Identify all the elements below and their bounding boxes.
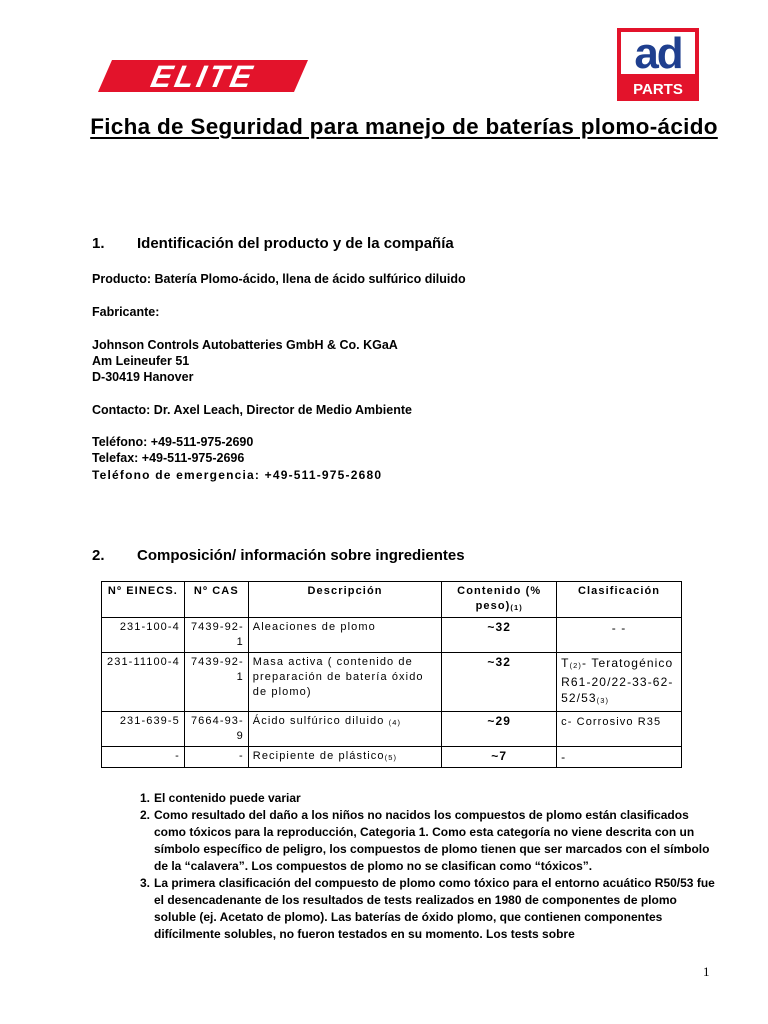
table-row xyxy=(102,653,682,712)
cell-cas: 7439-92-1 xyxy=(184,653,248,712)
cell-descripcion xyxy=(248,712,442,747)
cell-einecs: - xyxy=(102,747,185,768)
header-clasificacion: Clasificación xyxy=(557,582,682,618)
header-cas: Nº CAS xyxy=(184,582,248,618)
elite-logo-text: ELITE xyxy=(147,59,259,94)
cell-contenido: ~29 xyxy=(442,712,557,747)
cls-extra: - Teratogénico R61-20/22-33-62-52/53 xyxy=(561,656,674,705)
telefax-line: Telefax: +49-511-975-2696 xyxy=(92,451,245,465)
cell-descripcion-text: Ácido sulfúrico diluido xyxy=(252,715,385,727)
cell-descripcion-text: Aleaciones de plomo xyxy=(252,621,376,633)
list-item xyxy=(136,790,716,807)
document-title xyxy=(90,111,718,142)
composition-table xyxy=(101,581,682,768)
desc-note-5: (5) xyxy=(384,753,398,762)
producto-line: Producto: Batería Plomo-ácido, llena de ácido sulfúrico diluido xyxy=(92,272,466,286)
header-contenido-note: (1) xyxy=(510,603,523,612)
table-row xyxy=(102,712,682,747)
cell-clasificacion: - xyxy=(557,747,682,768)
note-number: 1. xyxy=(140,791,151,805)
note-text: La primera clasificación del compuesto de plomo como tóxico para el entorno acuático R50/53 fue el desencadenante de los resultados de tests realizados en 1980 de componentes de plomo soluble (ej. Acetato de plomo). Las baterías de óxido plomo, que contienen componentes difícilmente solubles, no fueron testados en su momento. Los tests sobre xyxy=(154,876,715,941)
header-einecs: Nº EINECS. xyxy=(102,582,185,618)
footnotes-list xyxy=(136,790,716,943)
ad-parts-logo xyxy=(617,28,699,101)
cell-descripcion-text: Recipiente de plástico xyxy=(252,750,385,762)
section-2-heading xyxy=(92,547,465,564)
elite-logo xyxy=(98,58,308,94)
section-2-title: Composición/ información sobre ingredientes xyxy=(137,547,465,564)
company-street: Am Leineufer 51 xyxy=(92,354,190,368)
cls-note-2: (2) xyxy=(569,661,583,670)
note-number: 2. xyxy=(140,808,151,822)
company-city: D-30419 Hanover xyxy=(92,370,194,384)
note-text: El contenido puede variar xyxy=(154,791,301,805)
ad-logo-text: ad xyxy=(634,29,682,78)
cls-symbol: T xyxy=(561,656,570,670)
cell-einecs: 231-11100-4 xyxy=(102,653,185,712)
table-row xyxy=(102,618,682,653)
cell-contenido: ~7 xyxy=(442,747,557,768)
cell-descripcion xyxy=(248,618,442,653)
cls-note-3: (3) xyxy=(596,696,610,705)
header-descripcion: Descripción xyxy=(248,582,442,618)
cell-descripcion xyxy=(248,747,442,768)
section-1-number: 1. xyxy=(92,235,105,252)
cell-einecs: 231-100-4 xyxy=(102,618,185,653)
emergency-phone-line: Teléfono de emergencia: +49-511-975-2680 xyxy=(92,468,383,482)
table-row xyxy=(102,747,682,768)
fabricante-label: Fabricante: xyxy=(92,305,160,319)
cell-cas: 7664-93-9 xyxy=(184,712,248,747)
list-item xyxy=(136,875,716,943)
document-title-text: Ficha de Seguridad para manejo de baterías plomo-ácido xyxy=(90,114,718,139)
header-contenido xyxy=(442,582,557,618)
cell-clasificacion: - - xyxy=(557,618,682,653)
section-1-title: Identificación del producto y de la compañía xyxy=(137,235,454,252)
contacto-line: Contacto: Dr. Axel Leach, Director de Medio Ambiente xyxy=(92,403,412,417)
section-2-number: 2. xyxy=(92,547,105,564)
note-number: 3. xyxy=(140,876,151,890)
parts-logo-text: PARTS xyxy=(633,81,683,98)
section-1-heading xyxy=(92,235,454,252)
note-text: Como resultado del daño a los niños no nacidos los compuestos de plomo están clasificados como tóxicos para la reproducción, Categoria 1. Como esta categoría no viene descrita con un símbolo específico de peligro, los compuestos de plomo tienen que ser marcados con el símbolo de la “calavera”. Los compuestos de plomo no se clasifican como “tóxicos”. xyxy=(154,808,710,873)
cell-cas: 7439-92-1 xyxy=(184,618,248,653)
cell-cas: - xyxy=(184,747,248,768)
telefono-line: Teléfono: +49-511-975-2690 xyxy=(92,435,254,449)
header-contenido-text: Contenido (% peso) xyxy=(457,585,542,612)
cell-descripcion xyxy=(248,653,442,712)
cell-contenido: ~32 xyxy=(442,618,557,653)
desc-note-4: (4) xyxy=(388,718,402,727)
cell-contenido: ~32 xyxy=(442,653,557,712)
cell-einecs: 231-639-5 xyxy=(102,712,185,747)
cell-descripcion-text: Masa activa ( contenido de preparación de batería óxido de plomo) xyxy=(252,656,424,698)
page-number: 1 xyxy=(703,964,710,979)
company-name: Johnson Controls Autobatteries GmbH & Co. KGaA xyxy=(92,338,398,352)
cell-clasificacion: c- Corrosivo R35 xyxy=(557,712,682,747)
table-header-row xyxy=(102,582,682,618)
list-item xyxy=(136,807,716,875)
cell-clasificacion xyxy=(557,653,682,712)
